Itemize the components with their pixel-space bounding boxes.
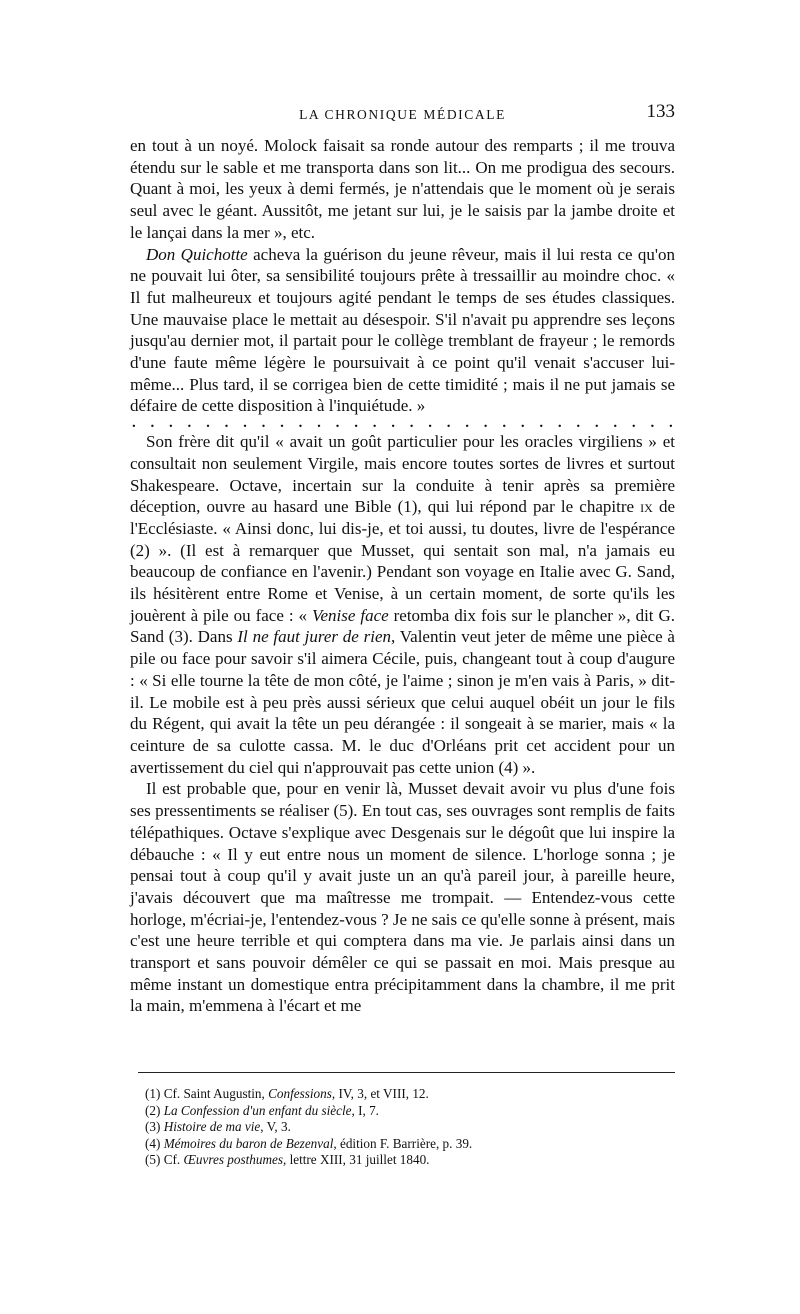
body-text [130,135,675,1017]
paragraph-2-text: acheva la guérison du jeune rêveur, mais il lui resta ce qu'on ne pouvait lui ôter, sa sensibilité toujours prête à tressaillir au moindre choc. « Il fut malheureux et toujours agité pendant le temps de ses études classiques. Une mauvaise place le mettait au désespoir. S'il n'avait pu apprendre ses leçons jusqu'au dernier mot, il partait pour le collège tremblant de frayeur ; le remords d'une faute même légère le poursuivait à ce point qu'il venait s'accuser lui-même... Plus tard, il se corrigea bien de cette timidité ; mais il ne put jamais se défaire de cette disposition à l'inquiétude. » [130,244,675,416]
footnote-title: La Confession d'un enfant du siècle [163,1102,352,1118]
paragraph-3 [130,431,675,778]
footnote-text: Cf. [160,1152,184,1168]
footnote-text: , I, 7. [351,1102,379,1118]
footnote-text: , IV, 3, et VIII, 12. [331,1086,429,1101]
footnote-text: Cf. Saint Augustin, [160,1086,269,1101]
footnote-number: (3) [145,1119,161,1135]
footnote-4 [145,1136,665,1153]
footnote-rule [138,1072,675,1073]
footnote-1 [145,1086,665,1103]
footnote-number: (2) [145,1102,161,1118]
paragraph-3-part-a: Son frère dit qu'il « avait un goût particulier pour les oracles virgiliens » et consultait non seulement Virgile, mais encore toutes sortes de livres et surtout Shakespeare. Octave, incertain sur la conduite à tenir après sa première déception, ouvre au hasard une Bible (1), qui lui répond par le chapitre [130,432,675,517]
paragraph-3-part-c: retomba dix fois sur le plancher », dit G. Sand (3). Dans [130,605,675,647]
work-title-il-ne-faut-jurer: Il ne faut jurer de rien [237,627,392,647]
paragraph-4: Il est probable que, pour en venir là, Musset devait avoir vu plus d'une fois ses pressentiments se réaliser (5). En tout cas, ses ouvrages sont remplis de faits télépathiques. Octave s'explique avec Desgenais sur le dégoût que lui inspire la débauche : « Il y eut entre nous un moment de silence. L'horloge sonna ; je pensai tout à coup qu'il y avait juste un an qu'à pareil jour, à pareille heure, j'avais découvert que ma maîtresse me trompait. — Entendez-vous cette horloge, m'écriai-je, l'entendez-vous ? Je ne sais ce qu'elle sonne à présent, mais c'est une heure terrible et qui comptera dans ma vie. Je parlais ainsi dans un transport et sans pouvoir démêler ce qui se passait en moi. Mais presque au même instant un domestique entra précipitamment dans la chambre, il me prit la main, m'emmena à l'écart et me [130,779,675,1016]
work-title-don-quichotte: Don Quichotte [146,244,248,264]
footnote-number: (4) [145,1135,161,1151]
footnote-title: Mémoires du baron de Bezenval [163,1135,334,1151]
footnotes [145,1086,665,1169]
quote-venise-face: Venise face [311,605,389,625]
paragraph-1: en tout à un noyé. Molock faisait sa ronde autour des remparts ; il me trouva étendu sur le sable et me transporta dans son lit... On me prodigua des secours. Quant à moi, les yeux à demi fermés, je n'attendais que le moment où je serais seul avec le géant. Aussitôt, me jetant sur lui, je le saisis par la jambe droite et le lançai dans la mer », etc. [130,136,675,242]
footnote-title: Histoire de ma vie [163,1119,261,1135]
footnote-number: (5) [145,1152,161,1168]
footnote-3 [145,1119,665,1136]
paragraph-3-part-b: de l'Ecclésiaste. « Ainsi donc, lui dis-je, et toi aussi, tu doutes, livre de l'espérance (2) ». (Il est à remarquer que Musset, qui sentait son mal, n'a jamais eu beaucoup de confiance en l'avenir.) Pendant son voyage en Italie avec G. Sand, ils hésitèrent entre Rome et Venise, à un certain moment, de sorte qu'ils les jouèrent à pile ou face : « [130,497,676,625]
paragraph-3-part-d: , Valentin veut jeter de même une pièce à pile ou face pour savoir s'il aimera Cécile, puis, changeant tout à coup d'augure : « Si elle tourne la tête de mon côté, je l'aime ; sinon je m'en vais à Paris, » dit-il. Le mobile est à peu près aussi sérieux que celui auquel obéit un jour le fils du Régent, qui avait la tête un peu dérangée : il songeait à se marier, mais « la ceinture de sa culotte cassa. M. le duc d'Orléans prit cet accident pour un avertissement du ciel qui n'approuvait pas cette union (4) ». [130,627,675,777]
running-head: LA CHRONIQUE MÉDICALE [299,107,506,122]
footnote-title: Confessions [268,1086,332,1101]
footnote-5 [145,1152,665,1169]
footnote-title: Œuvres posthumes [183,1152,283,1168]
footnote-2 [145,1103,665,1120]
page-header [130,101,675,126]
chapter-numeral: ix [640,497,653,517]
footnote-text: , lettre XIII, 31 juillet 1840. [282,1152,430,1168]
footnote-number: (1) [145,1086,161,1101]
page-number: 133 [646,101,675,122]
footnote-text: , V, 3. [260,1119,291,1135]
paragraph-2 [130,244,675,418]
ellipsis-separator: . . . . . . . . . . . . . . . . . . . . . . . . . . . . . . [132,415,673,432]
footnote-text: , édition F. Barrière, p. 39. [333,1135,473,1151]
